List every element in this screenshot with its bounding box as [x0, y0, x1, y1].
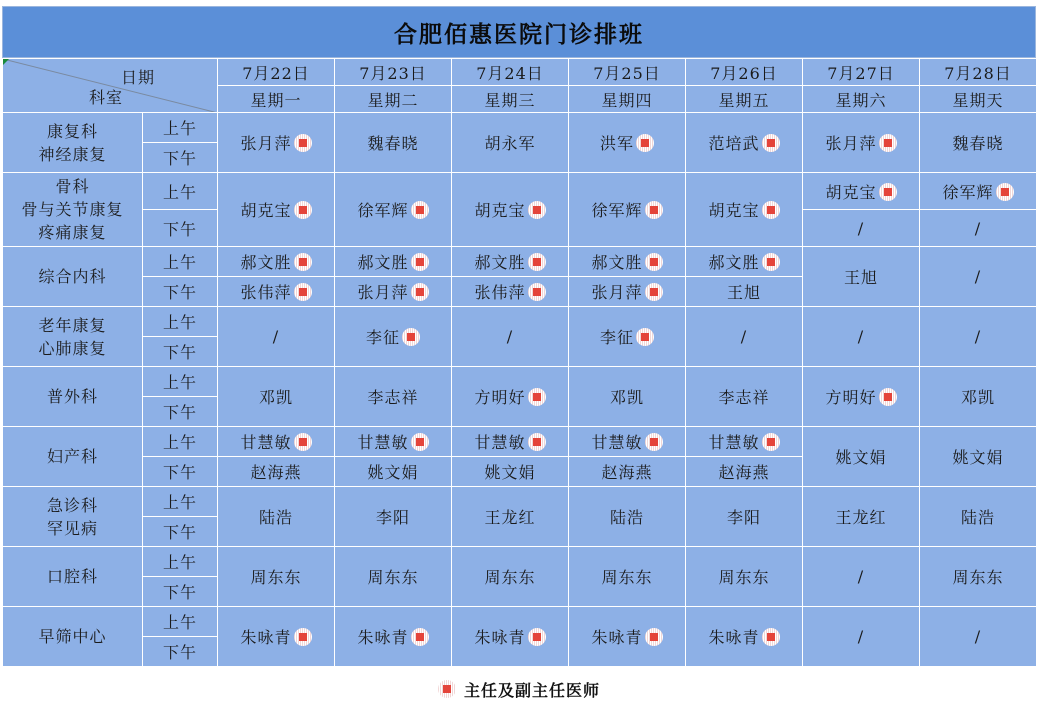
- date-cell: 7月24日: [452, 59, 569, 86]
- doctor-name: 张月萍: [240, 134, 292, 153]
- schedule-cell: [452, 173, 569, 247]
- seal-icon: [645, 628, 663, 646]
- schedule-cell: [803, 247, 920, 307]
- period-cell: 下午: [143, 337, 218, 367]
- date-cell: 7月26日: [686, 59, 803, 86]
- doctor-name: 姚文娟: [367, 463, 419, 482]
- doctor-name: 李阳: [726, 508, 761, 527]
- schedule-cell: [218, 547, 335, 607]
- department-cell: [3, 487, 143, 547]
- schedule-cell: [218, 113, 335, 173]
- seal-icon: [528, 253, 546, 271]
- schedule-cell: [452, 247, 569, 277]
- weekday-cell: 星期四: [569, 86, 686, 113]
- doctor-name: 方明好: [474, 388, 526, 407]
- department-name: 神经康复: [38, 144, 107, 164]
- date-label: 日期: [120, 68, 155, 87]
- doctor-name: /: [857, 627, 865, 646]
- doctor-name: 胡克宝: [708, 201, 760, 220]
- department-name: 早筛中心: [38, 627, 107, 646]
- seal-icon: [528, 388, 546, 406]
- doctor-name: 姚文娟: [952, 448, 1004, 467]
- schedule-cell: [803, 210, 920, 247]
- table-row: [3, 307, 1037, 337]
- doctor-name: 朱咏青: [591, 628, 643, 647]
- doctor-name: 方明好: [825, 388, 877, 407]
- schedule-cell: [686, 607, 803, 667]
- doctor-name: 洪军: [599, 134, 634, 153]
- schedule-cell: [569, 247, 686, 277]
- doctor-name: 郝文胜: [591, 253, 643, 272]
- department-name: 普外科: [46, 387, 98, 406]
- doctor-name: 赵海燕: [250, 463, 302, 482]
- schedule-cell: [335, 367, 452, 427]
- schedule-cell: [686, 277, 803, 307]
- seal-icon: [411, 201, 429, 219]
- seal-icon: [402, 328, 420, 346]
- period-cell: 上午: [143, 487, 218, 517]
- department-name: 疼痛康复: [38, 223, 107, 242]
- doctor-name: /: [974, 267, 982, 286]
- doctor-name: 周东东: [367, 568, 419, 587]
- seal-icon: [996, 183, 1014, 201]
- doctor-name: 郝文胜: [240, 253, 292, 272]
- doctor-name: 甘慧敏: [474, 433, 526, 452]
- doctor-name: 范培武: [708, 134, 760, 153]
- doctor-name: 胡克宝: [240, 201, 292, 220]
- schedule-cell: [335, 173, 452, 247]
- schedule-cell: [920, 247, 1037, 307]
- seal-icon: [636, 134, 654, 152]
- period-cell: 下午: [143, 517, 218, 547]
- weekday-cell: 星期六: [803, 86, 920, 113]
- schedule-cell: [218, 173, 335, 247]
- schedule-cell: [452, 487, 569, 547]
- doctor-name: 胡克宝: [825, 182, 877, 202]
- schedule-cell: [335, 427, 452, 457]
- doctor-name: /: [857, 218, 865, 238]
- schedule-cell: [803, 173, 920, 210]
- seal-icon: [528, 283, 546, 301]
- doctor-name: /: [857, 567, 865, 586]
- table-row: [3, 607, 1037, 637]
- department-name: 康复科: [46, 121, 98, 141]
- schedule-cell: [686, 113, 803, 173]
- doctor-name: /: [272, 327, 280, 346]
- seal-icon: [645, 201, 663, 219]
- doctor-name: 姚文娟: [835, 448, 887, 467]
- header-corner-cell: [3, 59, 218, 113]
- schedule-cell: [335, 607, 452, 667]
- doctor-name: 张月萍: [591, 283, 643, 302]
- seal-icon: [411, 283, 429, 301]
- schedule-cell: [569, 173, 686, 247]
- schedule-cell: [686, 457, 803, 487]
- schedule-cell: [569, 307, 686, 367]
- schedule-cell: [218, 607, 335, 667]
- doctor-name: 张伟萍: [240, 283, 292, 302]
- schedule-cell: [803, 607, 920, 667]
- table-row: [3, 367, 1037, 397]
- seal-icon: [528, 628, 546, 646]
- period-cell: 下午: [143, 277, 218, 307]
- doctor-name: 郝文胜: [708, 253, 760, 272]
- department-name: 口腔科: [46, 567, 98, 586]
- department-name: 急诊科: [46, 495, 98, 515]
- schedule-cell: [569, 607, 686, 667]
- schedule-cell: [452, 367, 569, 427]
- seal-icon: [528, 201, 546, 219]
- schedule-cell: [686, 307, 803, 367]
- schedule-cell: [920, 113, 1037, 173]
- seal-icon: [879, 388, 897, 406]
- seal-icon: [762, 253, 780, 271]
- schedule-cell: [218, 427, 335, 457]
- seal-icon: [762, 628, 780, 646]
- schedule-cell: [569, 457, 686, 487]
- schedule-cell: [920, 547, 1037, 607]
- period-cell: 下午: [143, 143, 218, 173]
- seal-icon: [879, 134, 897, 152]
- doctor-name: 甘慧敏: [591, 433, 643, 452]
- seal-icon: [636, 328, 654, 346]
- period-cell: 上午: [143, 113, 218, 143]
- doctor-name: 邓凯: [609, 388, 644, 407]
- schedule-cell: [920, 307, 1037, 367]
- seal-icon: [411, 433, 429, 451]
- schedule-table: [2, 58, 1037, 667]
- page-title: 合肥佰惠医院门诊排班: [2, 6, 1036, 58]
- schedule-cell: [335, 113, 452, 173]
- schedule-cell: [335, 247, 452, 277]
- department-name: 老年康复: [38, 315, 107, 335]
- doctor-name: 甘慧敏: [708, 433, 760, 452]
- schedule-cell: [803, 427, 920, 487]
- doctor-name: 张月萍: [825, 134, 877, 153]
- schedule-cell: [569, 113, 686, 173]
- doctor-name: 魏春晓: [367, 134, 419, 153]
- doctor-name: 王龙红: [835, 508, 887, 527]
- schedule-cell: [569, 427, 686, 457]
- schedule-cell: [218, 247, 335, 277]
- doctor-name: 张伟萍: [474, 283, 526, 302]
- seal-icon: [645, 433, 663, 451]
- schedule-cell: [920, 173, 1037, 210]
- doctor-name: /: [740, 327, 748, 346]
- schedule-cell: [686, 547, 803, 607]
- seal-icon: [438, 680, 456, 698]
- doctor-name: /: [974, 218, 982, 238]
- schedule-cell: [452, 427, 569, 457]
- schedule-cell: [686, 173, 803, 247]
- doctor-name: 周东东: [484, 568, 536, 587]
- schedule-cell: [803, 307, 920, 367]
- weekday-cell: 星期天: [920, 86, 1037, 113]
- department-name: 罕见病: [46, 518, 98, 538]
- period-cell: 下午: [143, 577, 218, 607]
- doctor-name: 甘慧敏: [240, 433, 292, 452]
- schedule-cell: [803, 113, 920, 173]
- doctor-name: 周东东: [718, 568, 770, 587]
- date-cell: 7月25日: [569, 59, 686, 86]
- table-row: [3, 173, 1037, 210]
- doctor-name: 王旭: [726, 283, 761, 302]
- department-cell: [3, 607, 143, 667]
- schedule-cell: [218, 457, 335, 487]
- schedule-cell: [569, 547, 686, 607]
- schedule-cell: [803, 547, 920, 607]
- doctor-name: 赵海燕: [718, 463, 770, 482]
- table-row: [3, 113, 1037, 143]
- schedule-cell: [803, 367, 920, 427]
- department-name: 心肺康复: [38, 338, 107, 358]
- doctor-name: 邓凯: [258, 388, 293, 407]
- doctor-name: 朱咏青: [357, 628, 409, 647]
- doctor-name: 陆浩: [609, 508, 644, 527]
- period-cell: 上午: [143, 173, 218, 210]
- seal-icon: [528, 433, 546, 451]
- weekday-cell: 星期三: [452, 86, 569, 113]
- doctor-name: 李志祥: [367, 388, 419, 407]
- doctor-name: 胡永军: [484, 134, 536, 153]
- schedule-cell: [335, 487, 452, 547]
- doctor-name: /: [974, 627, 982, 646]
- doctor-name: 赵海燕: [601, 463, 653, 482]
- period-cell: 下午: [143, 637, 218, 667]
- period-cell: 上午: [143, 307, 218, 337]
- weekday-cell: 星期一: [218, 86, 335, 113]
- doctor-name: /: [857, 327, 865, 346]
- date-cell: 7月22日: [218, 59, 335, 86]
- department-cell: [3, 113, 143, 173]
- seal-icon: [411, 628, 429, 646]
- schedule-cell: [920, 607, 1037, 667]
- period-cell: 下午: [143, 457, 218, 487]
- doctor-name: 周东东: [250, 568, 302, 587]
- table-row: [3, 487, 1037, 517]
- doctor-name: /: [974, 327, 982, 346]
- department-name: 骨科: [55, 177, 90, 196]
- schedule-cell: [920, 487, 1037, 547]
- doctor-name: 朱咏青: [708, 628, 760, 647]
- department-cell: [3, 173, 143, 247]
- schedule-cell: [218, 487, 335, 547]
- seal-icon: [294, 134, 312, 152]
- doctor-name: 徐军辉: [357, 201, 409, 220]
- seal-icon: [294, 628, 312, 646]
- doctor-name: 邓凯: [960, 388, 995, 407]
- seal-icon: [645, 253, 663, 271]
- schedule-cell: [920, 427, 1037, 487]
- doctor-name: 李征: [365, 328, 400, 347]
- schedule-cell: [335, 457, 452, 487]
- schedule-cell: [452, 607, 569, 667]
- doctor-name: 李志祥: [718, 388, 770, 407]
- doctor-name: 朱咏青: [474, 628, 526, 647]
- seal-icon: [294, 201, 312, 219]
- department-cell: [3, 367, 143, 427]
- seal-icon: [762, 201, 780, 219]
- department-cell: [3, 307, 143, 367]
- department-name: 综合内科: [38, 267, 107, 286]
- doctor-name: 周东东: [601, 568, 653, 587]
- doctor-name: 周东东: [952, 568, 1004, 587]
- date-cell: 7月28日: [920, 59, 1037, 86]
- period-cell: 上午: [143, 367, 218, 397]
- schedule-cell: [218, 277, 335, 307]
- period-cell: 上午: [143, 547, 218, 577]
- schedule-cell: [452, 547, 569, 607]
- doctor-name: 李征: [599, 328, 634, 347]
- seal-icon: [294, 283, 312, 301]
- department-name: 妇产科: [46, 447, 98, 466]
- schedule-cell: [452, 307, 569, 367]
- doctor-name: 王旭: [843, 268, 878, 287]
- doctor-name: 郝文胜: [357, 253, 409, 272]
- date-cell: 7月27日: [803, 59, 920, 86]
- schedule-cell: [569, 367, 686, 427]
- schedule-cell: [569, 487, 686, 547]
- schedule-cell: [218, 367, 335, 427]
- doctor-name: 胡克宝: [474, 201, 526, 220]
- department-cell: [3, 427, 143, 487]
- schedule-cell: [803, 487, 920, 547]
- schedule-cell: [920, 367, 1037, 427]
- doctor-name: 姚文娟: [484, 463, 536, 482]
- table-row: [3, 247, 1037, 277]
- dept-label: 科室: [89, 88, 124, 107]
- doctor-name: 王龙红: [484, 508, 536, 527]
- schedule-cell: [452, 457, 569, 487]
- department-cell: [3, 247, 143, 307]
- seal-icon: [645, 283, 663, 301]
- doctor-name: 陆浩: [960, 508, 995, 527]
- schedule-cell: [686, 247, 803, 277]
- doctor-name: 魏春晓: [952, 134, 1004, 153]
- doctor-name: 甘慧敏: [357, 433, 409, 452]
- schedule-cell: [452, 113, 569, 173]
- header-row-dates: [3, 59, 1037, 86]
- seal-icon: [294, 433, 312, 451]
- doctor-name: 张月萍: [357, 283, 409, 302]
- doctor-name: /: [506, 327, 514, 346]
- period-cell: 上午: [143, 427, 218, 457]
- schedule-cell: [218, 307, 335, 367]
- department-cell: [3, 547, 143, 607]
- period-cell: 下午: [143, 210, 218, 247]
- seal-icon: [294, 253, 312, 271]
- table-row: [3, 427, 1037, 457]
- date-cell: 7月23日: [335, 59, 452, 86]
- schedule-cell: [569, 277, 686, 307]
- period-cell: 上午: [143, 247, 218, 277]
- schedule-cell: [686, 367, 803, 427]
- doctor-name: 陆浩: [258, 508, 293, 527]
- schedule-cell: [920, 210, 1037, 247]
- schedule-cell: [686, 487, 803, 547]
- doctor-name: 郝文胜: [474, 253, 526, 272]
- doctor-name: 徐军辉: [942, 182, 994, 202]
- period-cell: 上午: [143, 607, 218, 637]
- period-cell: 下午: [143, 397, 218, 427]
- seal-icon: [879, 183, 897, 201]
- schedule-cell: [335, 277, 452, 307]
- seal-icon: [411, 253, 429, 271]
- schedule-cell: [686, 427, 803, 457]
- legend: [0, 676, 1038, 702]
- schedule-cell: [335, 547, 452, 607]
- schedule-cell: [452, 277, 569, 307]
- doctor-name: 朱咏青: [240, 628, 292, 647]
- seal-icon: [762, 433, 780, 451]
- schedule-cell: [335, 307, 452, 367]
- department-name: 骨与关节康复: [21, 200, 124, 219]
- weekday-cell: 星期五: [686, 86, 803, 113]
- table-row: [3, 547, 1037, 577]
- legend-label: 主任及副主任医师: [463, 680, 600, 700]
- doctor-name: 徐军辉: [591, 201, 643, 220]
- weekday-cell: 星期二: [335, 86, 452, 113]
- seal-icon: [762, 134, 780, 152]
- doctor-name: 李阳: [375, 508, 410, 527]
